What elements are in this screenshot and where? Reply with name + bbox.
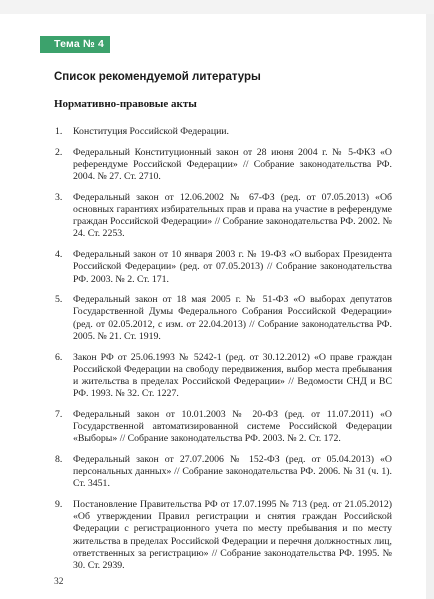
reference-item bbox=[54, 147, 392, 184]
reference-list bbox=[54, 126, 392, 581]
reference-number: 5. bbox=[55, 294, 63, 306]
reference-number: 7. bbox=[55, 408, 63, 420]
reference-item bbox=[54, 126, 392, 138]
reference-item bbox=[54, 192, 392, 241]
reference-number: 1. bbox=[55, 126, 63, 137]
reference-item bbox=[54, 294, 392, 343]
reference-item bbox=[54, 454, 392, 491]
reference-text: Федеральный закон от 12.06.2002 № 67-ФЗ (ред. от 07.05.2013) «Об основных гарантиях избирательных прав и права на участие в референдуме граждан Российской Федерации» // Собрание законодательства РФ. 2002. № 24. Ст. 2253. bbox=[73, 191, 392, 240]
reference-item bbox=[54, 249, 392, 286]
page-top-band bbox=[0, 0, 434, 14]
page-right-band bbox=[426, 14, 434, 599]
reference-number: 6. bbox=[55, 351, 63, 363]
reference-text: Федеральный закон от 10.01.2003 № 20-ФЗ (ред. от 11.07.2011) «О Государственной автоматизированной системе Российской Федерации «Выборы» // Собрание законодательства РФ. 2003. № 2. Ст. 172. bbox=[73, 408, 392, 445]
reference-number: 3. bbox=[55, 191, 63, 203]
reference-text: Федеральный закон от 27.07.2006 № 152-ФЗ (ред. от 05.04.2013) «О персональных данных» // Собрание законодательства РФ. 2006. № 31 (ч. 1). Ст. 3451. bbox=[73, 453, 392, 490]
reference-number: 8. bbox=[55, 453, 63, 465]
reference-item bbox=[54, 409, 392, 446]
reference-text: Конституция Российской Федерации. bbox=[73, 126, 229, 137]
reference-text: Федеральный закон от 18 мая 2005 г. № 51-ФЗ «О выборах депутатов Государственной Думы Федерального Собрания Российской Федерации» (ред. от 02.05.2012, с изм. от 22.04.2013) // Собрание законодательства РФ. 2005. № 21. Ст. 1919. bbox=[73, 294, 392, 342]
section-title: Список рекомендуемой литературы bbox=[54, 71, 261, 83]
reference-number: 2. bbox=[55, 146, 63, 158]
subsection-title: Нормативно-правовые акты bbox=[54, 98, 197, 110]
reference-number: 9. bbox=[55, 499, 63, 511]
reference-text: Федеральный Конституционный закон от 28 июня 2004 г. № 5-ФКЗ «О референдуме Российской Федерации» // Собрание законодательства РФ. 2004. № 27. Ст. 2710. bbox=[73, 146, 392, 183]
reference-text: Постановление Правительства РФ от 17.07.1995 № 713 (ред. от 21.05.2012) «Об утверждении Правил регистрации и снятия граждан Российской Федерации с регистрационного учета по месту пребывания и по месту жительства в пределах Российской Федерации и перечня должностных лиц, ответственных за регистрацию» // Собрание законодательства РФ. 1995. № 30. Ст. 2939. bbox=[73, 499, 392, 572]
reference-number: 4. bbox=[55, 249, 63, 261]
reference-item bbox=[54, 352, 392, 401]
page-number: 32 bbox=[54, 577, 64, 587]
reference-item bbox=[54, 499, 392, 572]
topic-tag: Тема № 4 bbox=[40, 36, 110, 53]
reference-text: Федеральный закон от 10 января 2003 г. № 19-ФЗ «О выборах Президента Российской Федерации» (ред. от 07.05.2013) // Собрание законодательства РФ. 2003. № 2. Ст. 171. bbox=[73, 249, 392, 285]
reference-text: Закон РФ от 25.06.1993 № 5242-1 (ред. от 30.12.2012) «О праве граждан Российской Федерации на свободу передвижения, выбор места пребывания и жительства в пределах Российской Федерации» // Ведомости СНД и ВС РФ. 1993. № 32. Ст. 1227. bbox=[73, 351, 392, 400]
